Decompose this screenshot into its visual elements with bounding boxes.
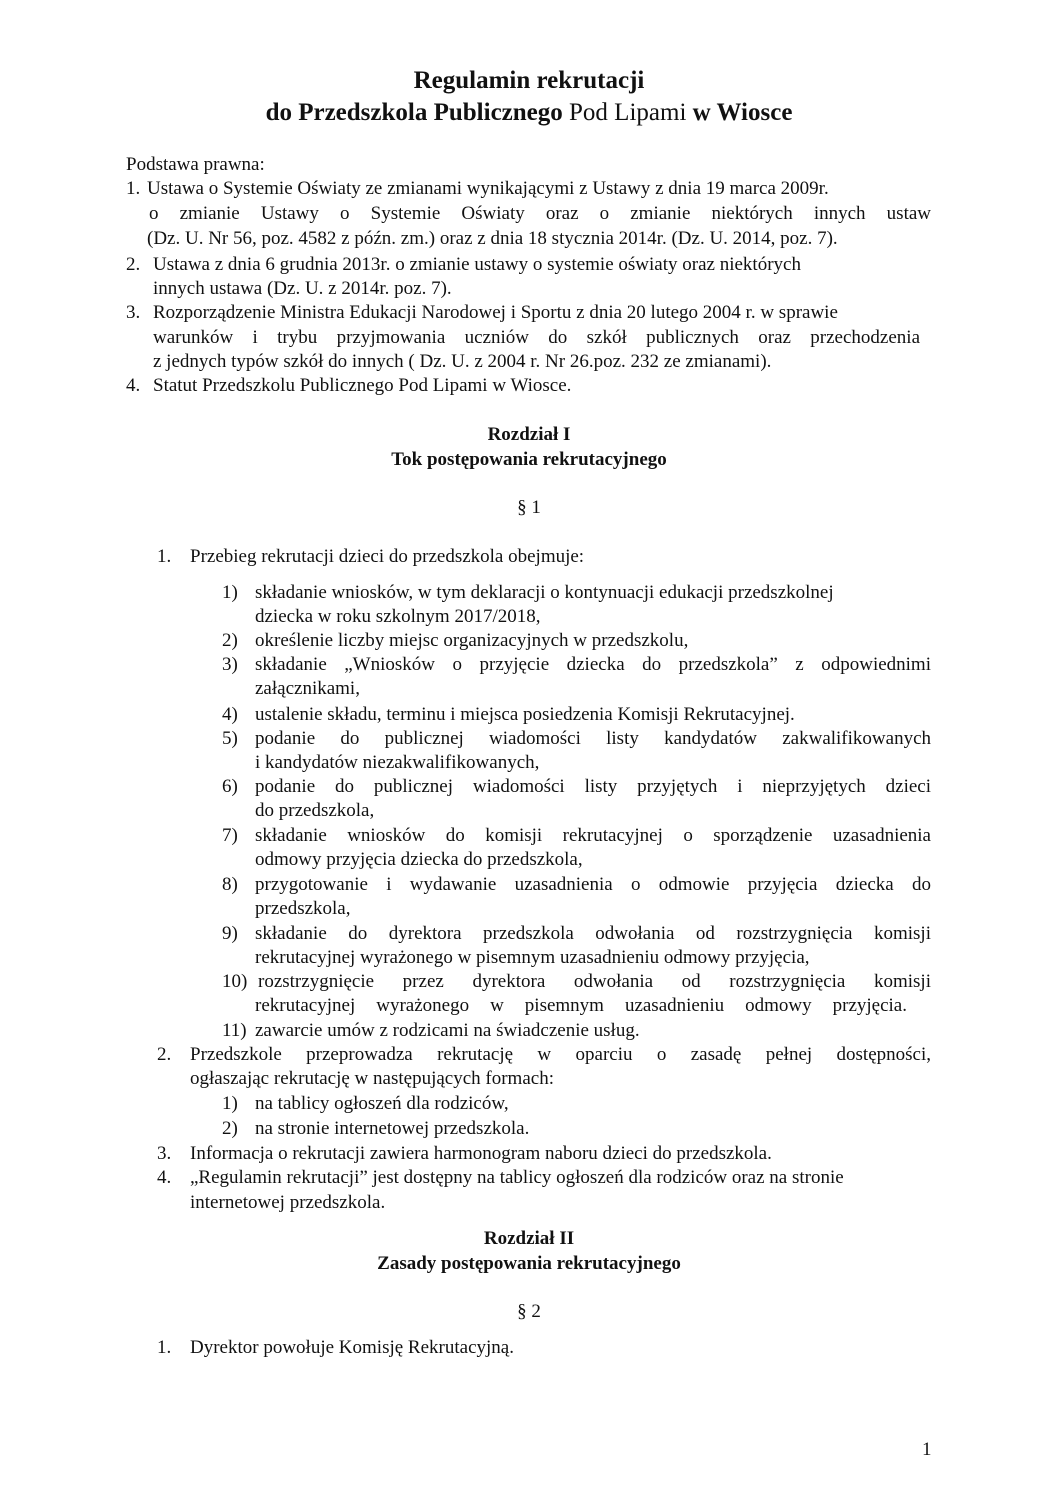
chapter-2-title: Zasady postępowania rekrutacyjnego (377, 1253, 681, 1274)
document-title-line2 (0, 98, 1058, 128)
chapter-1-title: Tok postępowania rekrutacyjnego (391, 449, 667, 470)
ch1-subitem-number: 3) (222, 654, 238, 675)
ch1-subitem-number: 11) (222, 1020, 247, 1041)
ch1-subitem-text: na stronie internetowej przedszkola. (255, 1118, 530, 1139)
ch1-subitem-text: składanie do dyrektora przedszkola odwołania od rozstrzygnięcia komisji (255, 923, 931, 944)
ch1-subitem-text: ustalenie składu, terminu i miejsca posiedzenia Komisji Rekrutacyjnej. (255, 704, 795, 725)
ch1-subitem-number: 4) (222, 704, 238, 725)
ch1-subitem-number: 2) (222, 630, 238, 651)
ch1-item-number: 4. (157, 1167, 172, 1188)
ch1-subitem-text: na tablicy ogłoszeń dla rodziców, (255, 1093, 509, 1114)
ch1-subitem-text: rekrutacyjnej wyrażonego w pisemnym uzasadnieniu odmowy przyjęcia. (255, 995, 907, 1016)
ch1-subitem-text: dziecka w roku szkolnym 2017/2018, (255, 606, 541, 627)
page-number: 1 (922, 1439, 932, 1460)
ch1-subitem-text: składanie wniosków, w tym deklaracji o kontynuacji edukacji przedszkolnej (255, 582, 834, 603)
legal-basis-item-text: innych ustawa (Dz. U. z 2014r. poz. 7). (153, 278, 452, 299)
ch1-subitem-number: 2) (222, 1118, 238, 1139)
section-1-symbol: § 1 (517, 497, 541, 518)
ch1-subitem-number: 9) (222, 923, 238, 944)
ch2-item-number: 1. (157, 1337, 172, 1358)
ch1-subitem-text: i kandydatów niezakwalifikowanych, (255, 752, 540, 773)
legal-basis-item-number: 3. (126, 302, 141, 323)
ch2-item-text: Dyrektor powołuje Komisję Rekrutacyjną. (190, 1337, 514, 1358)
ch1-subitem-text: określenie liczby miejsc organizacyjnych w przedszkolu, (255, 630, 689, 651)
ch1-subitem-text: przygotowanie i wydawanie uzasadnienia o odmowie przyjęcia dziecka do (255, 874, 931, 895)
ch1-item-number: 1. (157, 546, 172, 567)
ch1-subitem-number: 1) (222, 582, 238, 603)
ch1-subitem-text: przedszkola, (255, 898, 351, 919)
ch1-item-text: internetowej przedszkola. (190, 1192, 386, 1213)
legal-basis-item-number: 4. (126, 375, 141, 396)
title-line2-post: w Wiosce (686, 99, 793, 126)
legal-basis-item-text: Ustawa o Systemie Oświaty ze zmianami wynikającymi z Ustawy z dnia 19 marca 2009r. (147, 178, 829, 199)
title-school-name: Pod Lipami (569, 99, 687, 126)
ch1-item-number: 2. (157, 1044, 172, 1065)
ch1-subitem-number: 1) (222, 1093, 238, 1114)
ch1-subitem-number: 7) (222, 825, 238, 846)
legal-basis-item-text: Statut Przedszkolu Publicznego Pod Lipami w Wiosce. (153, 375, 572, 396)
ch1-subitem-text: załącznikami, (255, 678, 360, 699)
ch1-item-text: „Regulamin rekrutacji” jest dostępny na tablicy ogłoszeń dla rodziców oraz na stronie (190, 1167, 844, 1188)
ch1-item-text: ogłaszając rekrutację w następujących formach: (190, 1068, 554, 1089)
ch1-subitem-text: podanie do publicznej wiadomości listy kandydatów zakwalifikowanych (255, 728, 931, 749)
ch1-item-text: Przedszkole przeprowadza rekrutację w oparciu o zasadę pełnej dostępności, (190, 1044, 931, 1065)
ch1-subitem-text: rekrutacyjnej wyrażonego w pisemnym uzasadnieniu odmowy przyjęcia, (255, 947, 810, 968)
document-title-line1: Regulamin rekrutacji (413, 67, 645, 94)
legal-basis-item-text: Rozporządzenie Ministra Edukacji Narodowej i Sportu z dnia 20 lutego 2004 r. w sprawie (153, 302, 838, 323)
ch1-item-number: 3. (157, 1143, 172, 1164)
ch1-subitem-text: odmowy przyjęcia dziecka do przedszkola, (255, 849, 583, 870)
ch1-subitem-text: składanie wniosków do komisji rekrutacyjnej o sporządzenie uzasadnienia (255, 825, 931, 846)
ch1-subitem-text: rozstrzygnięcie przez dyrektora odwołania od rozstrzygnięcia komisji (258, 971, 931, 992)
ch1-subitem-text: zawarcie umów z rodzicami na świadczenie usług. (255, 1020, 640, 1041)
chapter-2-label: Rozdział II (483, 1228, 575, 1249)
legal-basis-item-number: 1. (126, 178, 141, 199)
ch1-subitem-number: 5) (222, 728, 238, 749)
ch1-item-text: Informacja o rekrutacji zawiera harmonogram naboru dzieci do przedszkola. (190, 1143, 772, 1164)
ch1-subitem-text: składanie „Wniosków o przyjęcie dziecka do przedszkola” z odpowiednimi (255, 654, 931, 675)
ch1-subitem-number: 6) (222, 776, 238, 797)
legal-basis-item-text: Ustawa z dnia 6 grudnia 2013r. o zmianie ustawy o systemie oświaty oraz niektórych (153, 254, 801, 275)
ch1-subitem-number: 10) (222, 971, 248, 992)
ch1-subitem-number: 8) (222, 874, 238, 895)
title-line2-pre: do Przedszkola Publicznego (265, 99, 570, 126)
ch1-subitem-text: do przedszkola, (255, 800, 375, 821)
chapter-1-label: Rozdział I (487, 424, 571, 445)
legal-basis-item-text: (Dz. U. Nr 56, poz. 4582 z późn. zm.) oraz z dnia 18 stycznia 2014r. (Dz. U. 2014, poz. 7). (147, 228, 838, 249)
legal-basis-item-number: 2. (126, 254, 141, 275)
section-2-symbol: § 2 (517, 1301, 541, 1322)
ch1-item-text: Przebieg rekrutacji dzieci do przedszkola obejmuje: (190, 546, 585, 567)
legal-basis-item-text: o zmianie Ustawy o Systemie Oświaty oraz o zmianie niektórych innych ustaw (149, 203, 931, 224)
legal-basis-item-text: z jednych typów szkół do innych ( Dz. U. z 2004 r. Nr 26.poz. 232 ze zmianami). (153, 351, 772, 372)
legal-basis-heading: Podstawa prawna: (126, 154, 265, 175)
legal-basis-item-text: warunków i trybu przyjmowania uczniów do szkół publicznych oraz przechodzenia (153, 327, 920, 348)
ch1-subitem-text: podanie do publicznej wiadomości listy przyjętych i nieprzyjętych dzieci (255, 776, 931, 797)
